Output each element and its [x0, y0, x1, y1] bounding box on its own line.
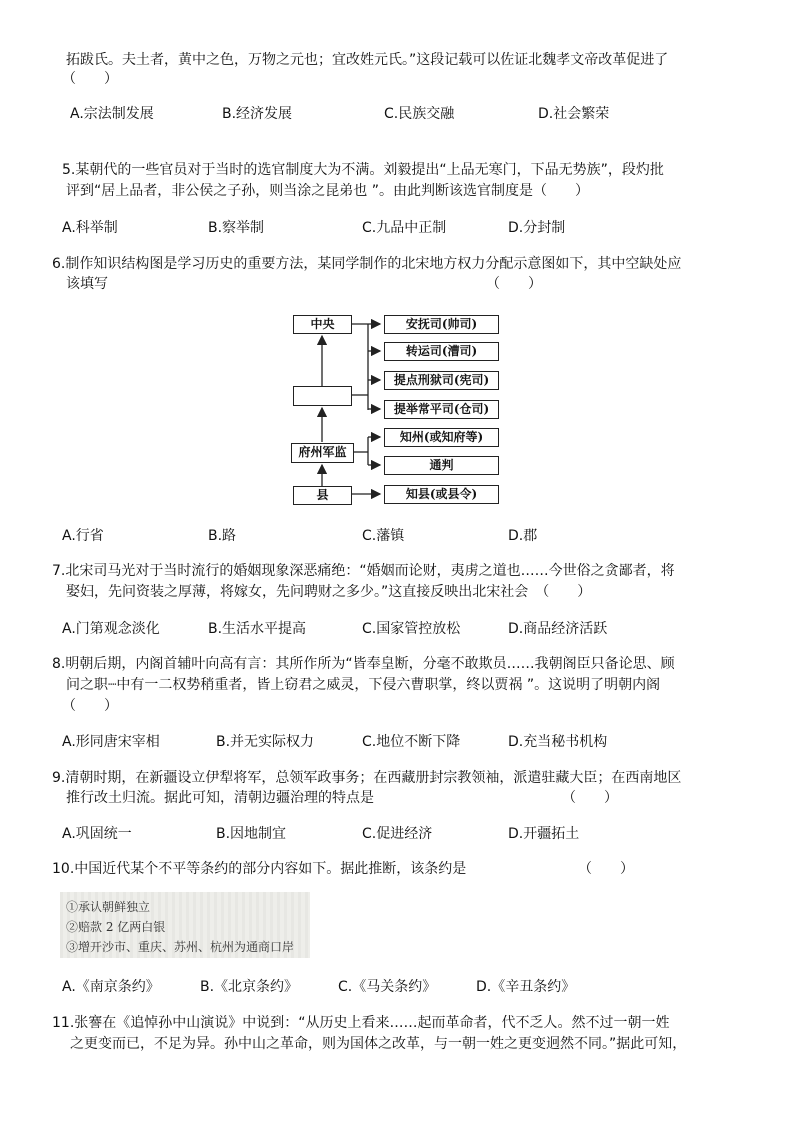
- diagram-box-zhizhou: 知州(或知府等): [384, 428, 499, 447]
- q10-answer-paren: （ ）: [578, 861, 634, 877]
- diagram-box-zhuanyunsi: 转运司(漕司): [384, 342, 499, 361]
- q4-option-d[interactable]: D.社会繁荣: [538, 106, 610, 122]
- q6-answer-paren: （ ）: [486, 276, 542, 292]
- q8-line2: 问之职┈中有一二权势稍重者，皆上窃君之威灵，下侵六曹职掌，终以贾祸 ”。这说明了明朝内阁: [66, 677, 661, 693]
- diagram-box-zhixian: 知县(或县令): [384, 485, 499, 504]
- q7-option-c[interactable]: C.国家管控放松: [362, 621, 461, 637]
- q7-option-a[interactable]: A.门第观念淡化: [62, 621, 160, 637]
- q8-option-d[interactable]: D.充当秘书机构: [508, 734, 608, 750]
- q7-line2: 娶妇，先问资装之厚薄，将嫁女，先问聘财之多少。”这直接反映出北宋社会 （ ）: [66, 584, 592, 600]
- q7-line1: 7.北宋司马光对于当时流行的婚姻现象深恶痛绝：“婚姻而论财，夷虏之道也……今世俗之贪鄙者，将: [52, 563, 675, 579]
- diagram-box-county: 县: [293, 486, 352, 505]
- treaty-excerpt-image: [60, 892, 310, 958]
- q4-option-a[interactable]: A.宗法制发展: [70, 106, 154, 122]
- q5-option-a[interactable]: A.科举制: [62, 220, 118, 236]
- diagram-box-tijuchangpingsi: 提举常平司(仓司): [384, 400, 499, 419]
- q6-option-b[interactable]: B.路: [208, 528, 237, 544]
- q9-line2: 推行改土归流。据此可知，清朝边疆治理的特点是: [66, 790, 374, 806]
- treaty-clause-3: ③增开沙市、重庆、苏州、杭州为通商口岸: [66, 940, 295, 954]
- diagram-box-center: 中央: [293, 315, 352, 334]
- q9-answer-paren: （ ）: [562, 790, 618, 806]
- diagram-box-prefecture: 府州军监: [291, 443, 354, 463]
- q5-line2: 评到“居上品者，非公侯之子孙，则当涂之昆弟也 ”。由此判断该选官制度是（ ）: [66, 183, 589, 199]
- treaty-clause-1: ①承认朝鲜独立: [66, 900, 151, 914]
- q9-option-b[interactable]: B.因地制宜: [216, 826, 287, 842]
- q6-option-d[interactable]: D.郡: [508, 528, 538, 544]
- q9-option-a[interactable]: A.巩固统一: [62, 826, 132, 842]
- q10-option-a[interactable]: A.《南京条约》: [62, 979, 160, 995]
- q8-option-a[interactable]: A.形同唐宋宰相: [62, 734, 160, 750]
- q5-option-c[interactable]: C.九品中正制: [362, 220, 447, 236]
- diagram-box-blank: [293, 386, 352, 406]
- q6-option-c[interactable]: C.藩镇: [362, 528, 405, 544]
- q4-option-c[interactable]: C.民族交融: [384, 106, 455, 122]
- q4-line1: 拓跋氏。夫土者，黄中之色，万物之元也；宜改姓元氏。”这段记载可以佐证北魏孝文帝改革促进了: [66, 52, 669, 68]
- q10-line1: 10.中国近代某个不平等条约的部分内容如下。据此推断，该条约是: [52, 861, 467, 877]
- q8-line3: （ ）: [62, 698, 118, 714]
- q7-option-d[interactable]: D.商品经济活跃: [508, 621, 608, 637]
- diagram-box-tongpan: 通判: [384, 456, 499, 475]
- q10-option-c[interactable]: C.《马关条约》: [338, 979, 437, 995]
- q7-option-b[interactable]: B.生活水平提高: [208, 621, 307, 637]
- q4-line2: （ ）: [62, 71, 118, 87]
- q9-option-d[interactable]: D.开疆拓土: [508, 826, 580, 842]
- q9-line1: 9.清朝时期，在新疆设立伊犁将军，总领军政事务；在西藏册封宗教领袖，派遣驻藏大臣；在西南地区: [52, 770, 682, 786]
- q4-option-b[interactable]: B.经济发展: [222, 106, 293, 122]
- q5-option-d[interactable]: D.分封制: [508, 220, 566, 236]
- q11-line2: 之更变而已，不足为异。孙中山之革命，则为国体之改革，与一朝一姓之更变迥然不同。”据此可知，: [70, 1036, 687, 1052]
- q5-option-b[interactable]: B.察举制: [208, 220, 265, 236]
- q6-line1: 6.制作知识结构图是学习历史的重要方法，某同学制作的北宋地方权力分配示意图如下，其中空缺处应: [52, 256, 682, 272]
- q10-option-b[interactable]: B.《北京条约》: [200, 979, 299, 995]
- diagram-box-anfusi: 安抚司(帅司): [384, 315, 499, 334]
- q11-line1: 11.张謇在《追悼孙中山演说》中说到：“从历史上看来……起而革命者，代不乏人。然不过一朝一姓: [52, 1015, 670, 1031]
- q10-option-d[interactable]: D.《辛丑条约》: [476, 979, 576, 995]
- q8-line1: 8.明朝后期，内阁首辅叶向高有言：其所作所为“皆奉皇断，分毫不敢欺员……我朝阁臣只备论思、顾: [52, 656, 675, 672]
- diagram-box-tidianxingyusi: 提点刑狱司(宪司): [384, 371, 499, 390]
- q8-option-c[interactable]: C.地位不断下降: [362, 734, 461, 750]
- q6-line2: 该填写: [66, 276, 108, 292]
- treaty-clause-2: ②赔款 2 亿两白银: [66, 920, 166, 934]
- q8-option-b[interactable]: B.并无实际权力: [216, 734, 315, 750]
- q6-option-a[interactable]: A.行省: [62, 528, 104, 544]
- q5-line1: 5.某朝代的一些官员对于当时的选官制度大为不满。刘毅提出“上品无寒门，下品无势族”，段灼批: [62, 162, 664, 178]
- q9-option-c[interactable]: C.促进经济: [362, 826, 433, 842]
